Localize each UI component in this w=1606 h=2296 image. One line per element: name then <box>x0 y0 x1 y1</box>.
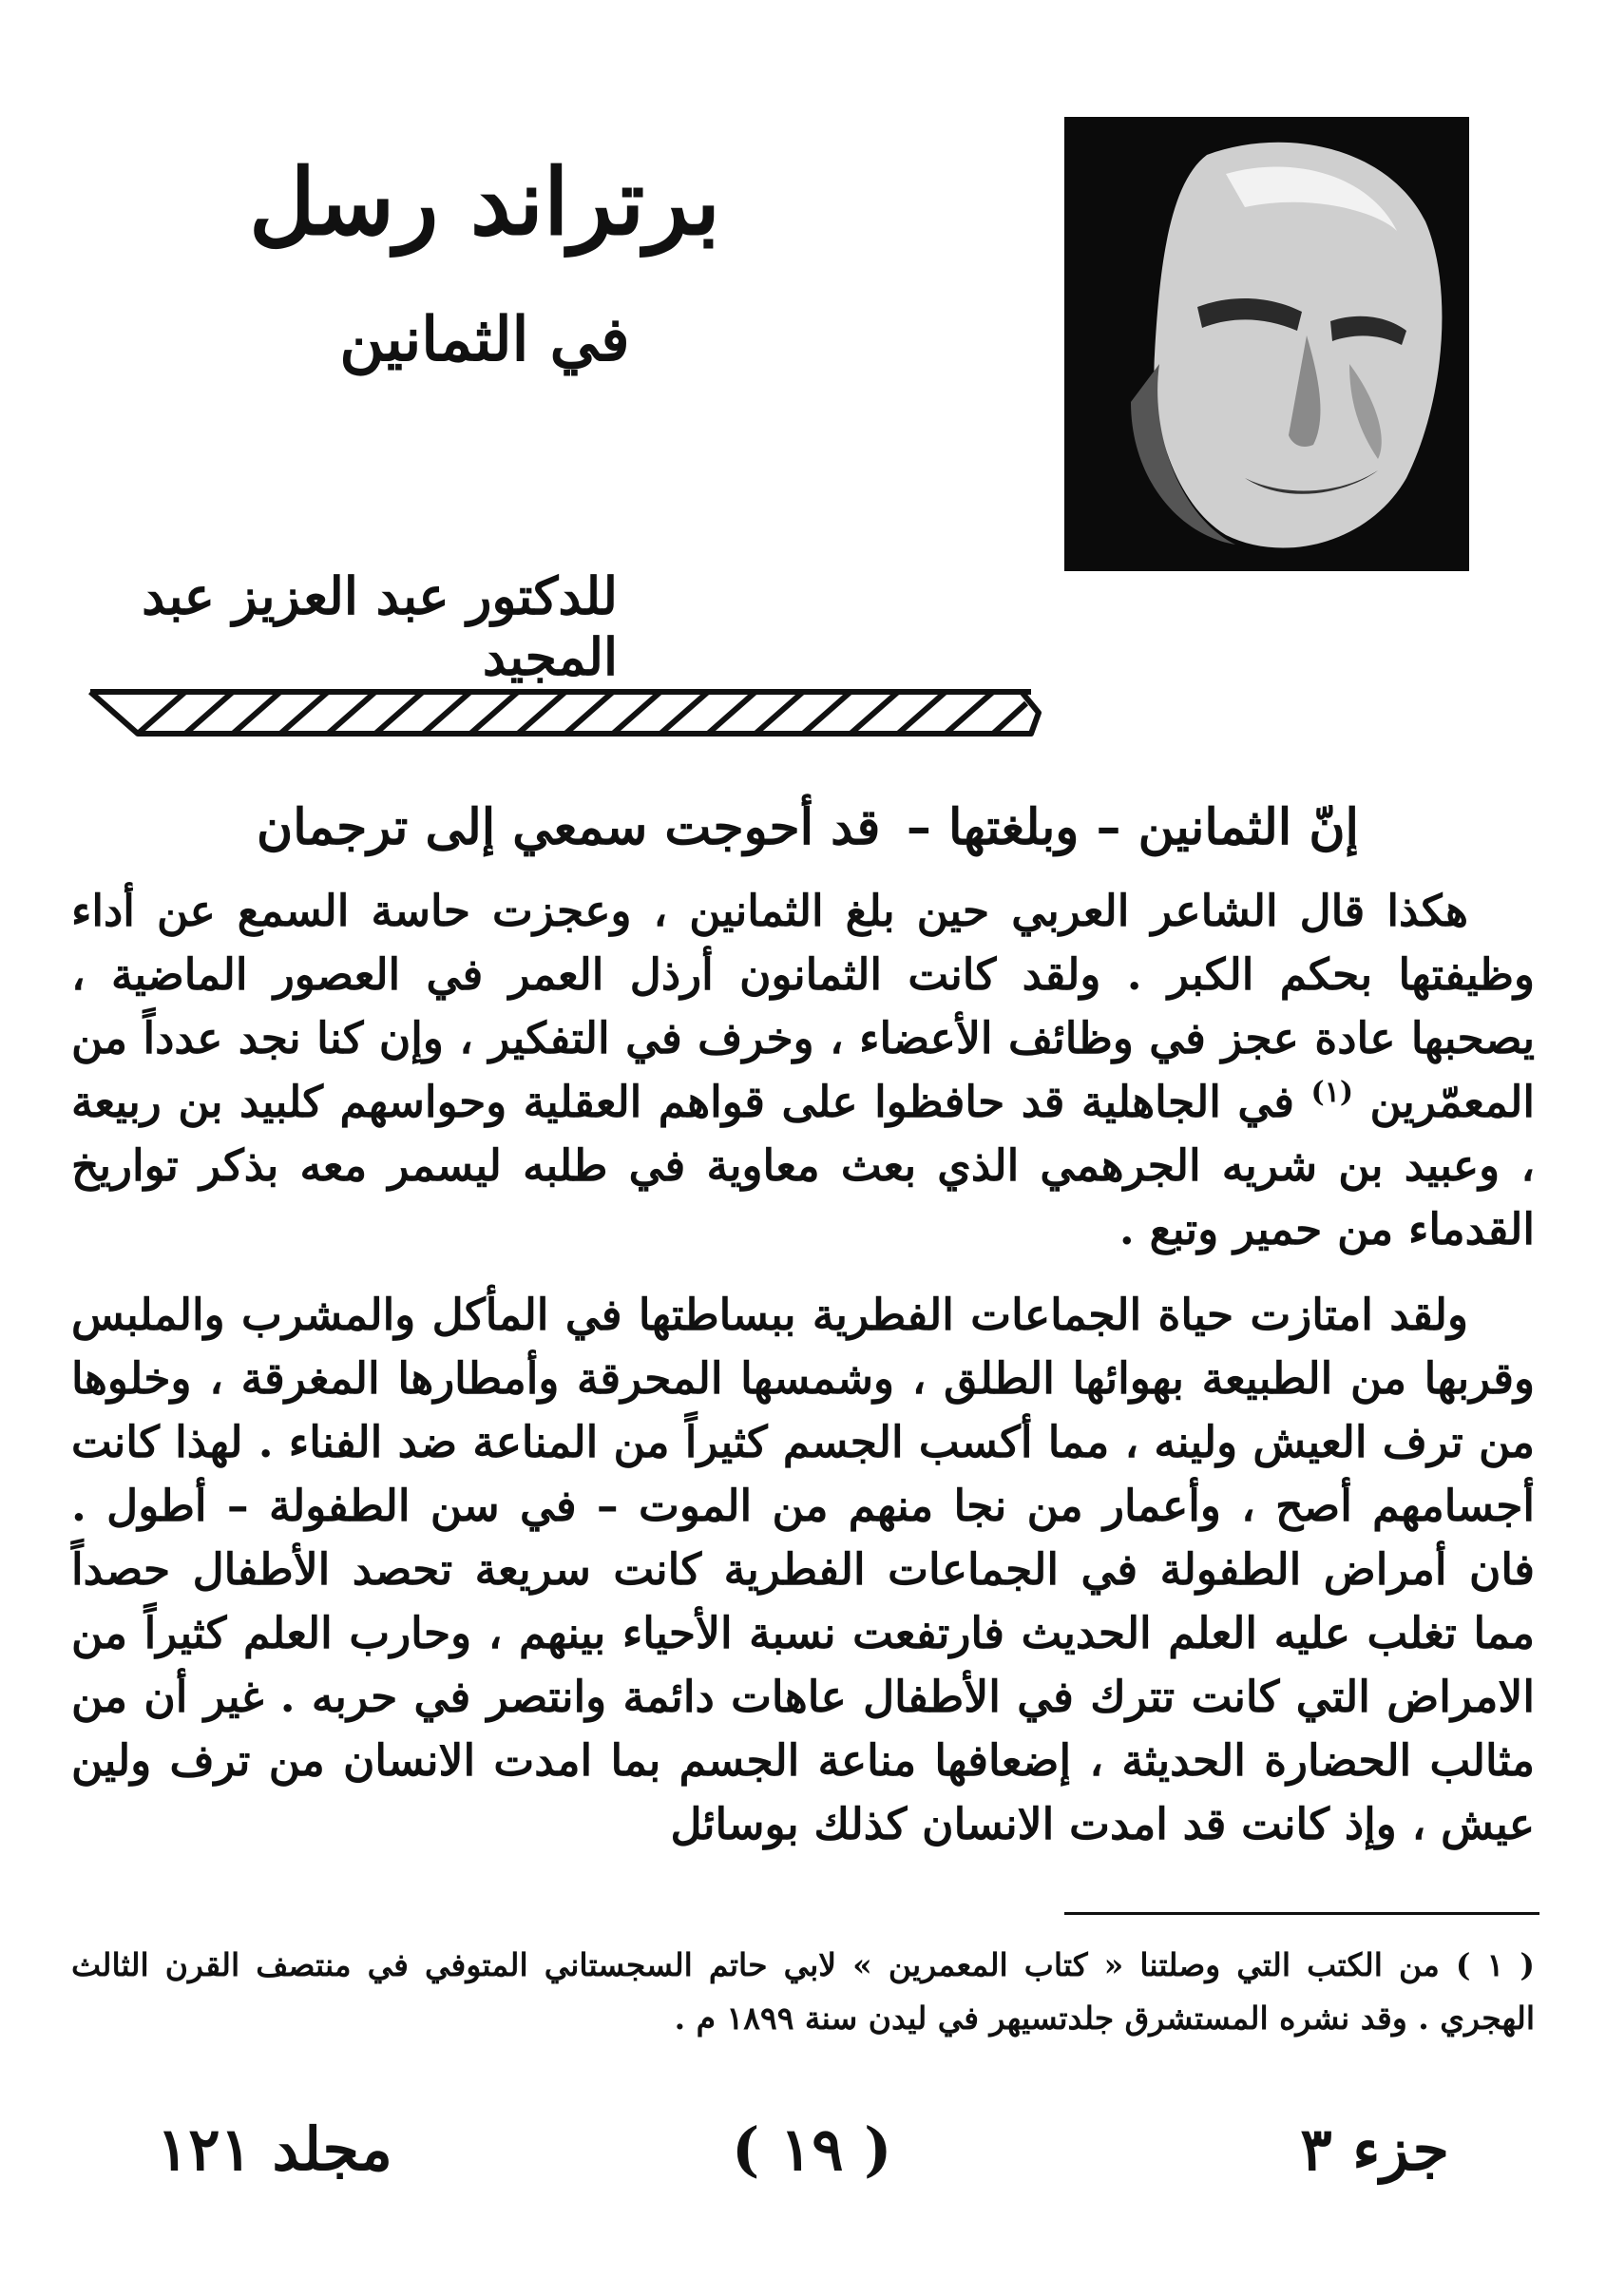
footer-volume-number: مجلد ١٢١ <box>157 2114 392 2184</box>
author-portrait-image <box>1064 117 1469 571</box>
article-subtitle: في الثمانين <box>339 304 630 375</box>
footer-part-number: جزء ٣ <box>1300 2114 1449 2184</box>
footnote-marker: (١) <box>1310 1076 1354 1109</box>
footnote-1: ( ١ ) من الكتب التي وصلتنا « كتاب المعمرين » لابي حاتم السجستاني المتوفي في منتصف القرن الثالث الهجري . وقد نشره المستشرق جلدتسيهر في ليدن سنة ١٨٩٩ م . <box>71 1946 1535 2037</box>
paragraph-2: ولقد امتازت حياة الجماعات الفطرية ببساطتها في المأكل والمشرب والملبس وقربها من الطبيعة بهوائها الطلق ، وشمسها المحرقة وأمطارها المغرقة ، وخلوها من ترف العيش ولينه ، مما أكسب الجسم كثيراً من المناعة ضد الفناء . لهذا كانت أجسامهم أصح ، وأعمار من نجا منهم من الموت – في سن الطفولة – أطول . فان أمراض الطفولة في الجماعات الفطرية كانت سريعة تحصد الأطفال حصداً مما تغلب عليه العلم الحديث فارتفعت نسبة الأحياء بينهم ، وحارب العلم كثيراً من الامراض التي كانت تترك في الأطفال عاهات دائمة وانتصر في حربه . غير أن من مثالب الحضارة الحديثة ، إضعافها مناعة الجسم بما امدت الانسان من ترف ولين عيش ، وإذ كانت قد امدت الانسان كذلك بوسائل <box>71 1289 1535 1849</box>
decorative-divider-icon <box>81 675 1045 751</box>
author-byline: للدكتور عبد العزيز عبد المجيد <box>142 565 618 687</box>
paragraph-1 <box>71 879 1535 1261</box>
paragraph-1-text-start: هكذا قال الشاعر العربي حين بلغ الثمانين ، وعجزت حاسة السمع عن أداء وظيفتها بحكم الكبر . ولقد كانت الثمانون أرذل العمر في العصور الماضية ، يصحبها عادة عجز في وظائف الأعضاء ، وخرف في التفكير ، وإن كنا نجد عدداً من المعمّرين <box>71 885 1536 1127</box>
opening-verse <box>257 798 1359 874</box>
article-body <box>71 879 1535 1856</box>
verse-first-hemistich: إنّ الثمانين – وبلغتها – <box>906 798 1359 856</box>
verse-second-hemistich: قد أحوجت سمعي إلى ترجمان <box>257 798 881 856</box>
footer-page-number: ( ١٩ ) <box>732 2114 892 2184</box>
portrait-photo-icon <box>1064 117 1469 571</box>
paragraph-1-text-end: في الجاهلية قد حافظوا على قواهم العقلية وحواسهم كلبيد بن ربيعة ، وعبيد بن شريه الجرهمي الذي بعث معاوية في طلبه ليسمر معه بذكر تواريخ القدماء من حمير وتبع . <box>71 1076 1535 1254</box>
article-title: برتراند رسل <box>248 148 721 256</box>
page-footer <box>0 2114 1606 2210</box>
footnote-separator <box>1064 1912 1539 1915</box>
